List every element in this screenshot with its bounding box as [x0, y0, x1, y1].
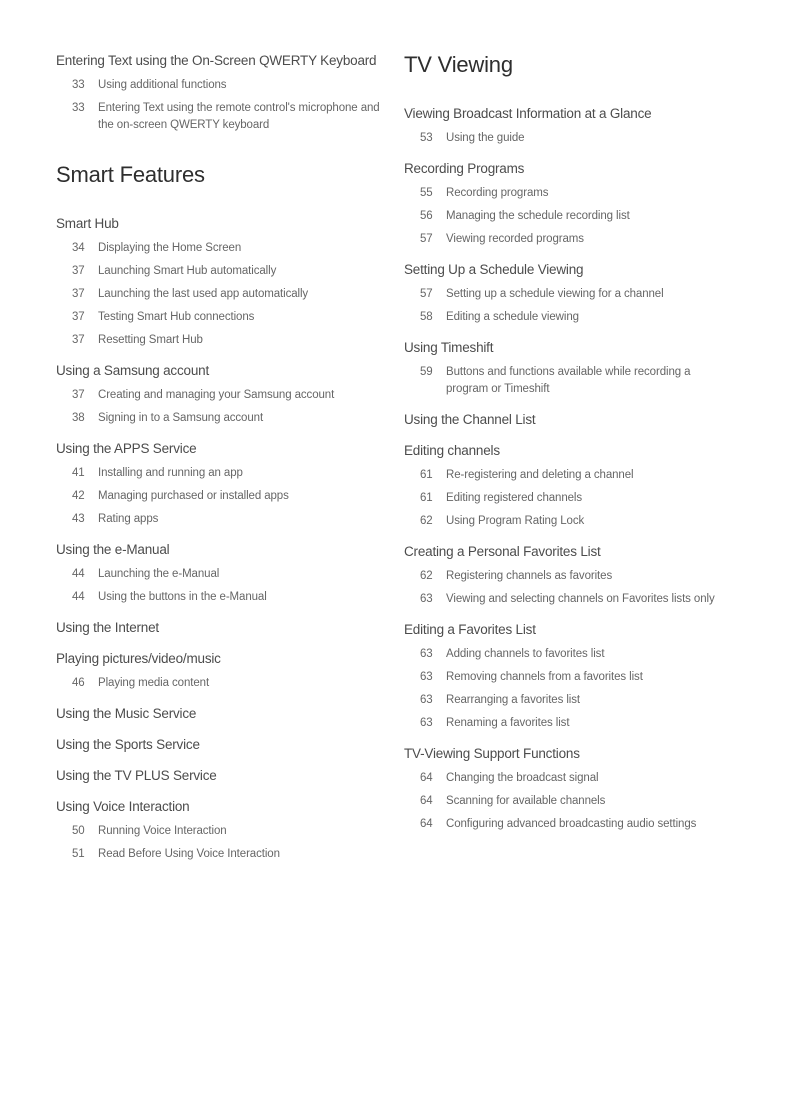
toc-entry — [404, 490, 735, 507]
chapter-heading: Smart Features — [56, 162, 205, 187]
toc-entry — [56, 488, 387, 505]
toc-entry — [404, 793, 735, 810]
toc-section — [404, 261, 735, 326]
section-heading: Editing channels — [404, 443, 500, 458]
page-number: 41 — [72, 467, 85, 479]
entry-title: Entering Text using the remote control's microphone and the on-screen QWERTY keyboard — [98, 102, 380, 131]
page-number: 46 — [72, 677, 85, 689]
section-heading: Using the Music Service — [56, 706, 197, 721]
section-heading: Using the Internet — [56, 620, 159, 635]
entry-title: Rating apps — [98, 513, 159, 525]
page-number: 51 — [72, 848, 85, 860]
entry-title: Launching the e-Manual — [98, 568, 220, 580]
page-number: 63 — [420, 694, 433, 706]
toc-section — [404, 160, 735, 248]
entry-title: Creating and managing your Samsung account — [98, 389, 335, 401]
entry-title: Re-registering and deleting a channel — [446, 469, 634, 481]
entry-title: Managing the schedule recording list — [446, 210, 630, 222]
toc-entry — [404, 309, 735, 326]
entry-title: Recording programs — [446, 187, 549, 199]
toc-section — [404, 621, 735, 732]
section-heading: Setting Up a Schedule Viewing — [404, 262, 584, 277]
entry-list — [404, 364, 735, 398]
entry-list — [404, 646, 735, 732]
entry-title: Playing media content — [98, 677, 210, 689]
toc-entry — [56, 846, 387, 863]
entry-title: Adding channels to favorites list — [446, 648, 605, 660]
section-heading: Recording Programs — [404, 161, 525, 176]
toc-entry — [404, 646, 735, 663]
entry-title: Displaying the Home Screen — [98, 242, 242, 254]
toc-entry — [404, 669, 735, 686]
page-number: 64 — [420, 772, 433, 784]
entry-title: Changing the broadcast signal — [446, 772, 599, 784]
section-heading: Using Voice Interaction — [56, 799, 190, 814]
entry-title: Managing purchased or installed apps — [98, 490, 289, 502]
page-number: 62 — [420, 570, 433, 582]
toc-section — [404, 411, 735, 429]
toc-entry — [404, 591, 735, 608]
toc-entry — [404, 231, 735, 248]
entry-title: Removing channels from a favorites list — [446, 671, 643, 683]
page-number: 63 — [420, 671, 433, 683]
entry-title: Launching Smart Hub automatically — [98, 265, 277, 277]
page-number: 34 — [72, 242, 85, 254]
entry-list — [56, 387, 387, 427]
toc-entry — [56, 387, 387, 404]
page-number: 37 — [72, 265, 85, 277]
entry-list — [56, 823, 387, 863]
entry-list — [404, 467, 735, 530]
page-number: 37 — [72, 389, 85, 401]
page-number: 57 — [420, 288, 433, 300]
toc-section — [404, 543, 735, 608]
page-number: 58 — [420, 311, 433, 323]
toc-entry — [404, 208, 735, 225]
section-heading: Creating a Personal Favorites List — [404, 544, 601, 559]
entry-list — [404, 568, 735, 608]
section-heading: Playing pictures/video/music — [56, 651, 221, 666]
entry-title: Rearranging a favorites list — [446, 694, 580, 706]
entry-title: Buttons and functions available while recording a program or Timeshift — [446, 366, 691, 395]
toc-section — [56, 798, 387, 863]
page-number: 61 — [420, 469, 433, 481]
page-number: 44 — [72, 568, 85, 580]
page-number: 55 — [420, 187, 433, 199]
page-number: 44 — [72, 591, 85, 603]
entry-title: Editing a schedule viewing — [446, 311, 579, 323]
page-number: 37 — [72, 334, 85, 346]
entry-title: Configuring advanced broadcasting audio settings — [446, 818, 697, 830]
page-number: 64 — [420, 795, 433, 807]
toc-entry — [404, 568, 735, 585]
page-number: 38 — [72, 412, 85, 424]
page-number: 37 — [72, 311, 85, 323]
toc-entry — [56, 286, 387, 303]
page-number: 63 — [420, 593, 433, 605]
section-heading: Editing a Favorites List — [404, 622, 536, 637]
toc-entry — [56, 823, 387, 840]
entry-title: Using Program Rating Lock — [446, 515, 585, 527]
entry-title: Using the guide — [446, 132, 525, 144]
entry-title: Testing Smart Hub connections — [98, 311, 255, 323]
toc-entry — [56, 410, 387, 427]
toc-entry — [404, 770, 735, 787]
section-heading: Using the TV PLUS Service — [56, 768, 217, 783]
section-heading: Using the Sports Service — [56, 737, 200, 752]
entry-title: Running Voice Interaction — [98, 825, 227, 837]
page-number: 61 — [420, 492, 433, 504]
page-number: 43 — [72, 513, 85, 525]
entry-title: Resetting Smart Hub — [98, 334, 203, 346]
toc-entry — [56, 566, 387, 583]
toc-section — [56, 767, 387, 785]
toc-column — [56, 52, 387, 876]
entry-list — [404, 286, 735, 326]
page-number: 57 — [420, 233, 433, 245]
section-heading: Smart Hub — [56, 216, 119, 231]
entry-title: Registering channels as favorites — [446, 570, 613, 582]
entry-title: Using additional functions — [98, 79, 227, 91]
toc-section — [56, 650, 387, 692]
page-number: 53 — [420, 132, 433, 144]
toc-entry — [56, 100, 387, 134]
section-heading: Using a Samsung account — [56, 363, 209, 378]
page-number: 63 — [420, 648, 433, 660]
toc-section — [56, 736, 387, 754]
toc-entry — [404, 364, 735, 398]
toc-section — [56, 619, 387, 637]
entry-list — [56, 465, 387, 528]
toc-entry — [56, 589, 387, 606]
chapter-heading: TV Viewing — [404, 52, 513, 77]
entry-list — [56, 240, 387, 349]
page-number: 50 — [72, 825, 85, 837]
page-number: 42 — [72, 490, 85, 502]
entry-list — [404, 185, 735, 248]
entry-title: Scanning for available channels — [446, 795, 606, 807]
toc-section — [56, 705, 387, 723]
section-heading: Using the e-Manual — [56, 542, 170, 557]
toc-columns — [56, 52, 735, 876]
page-number: 56 — [420, 210, 433, 222]
toc-section — [56, 52, 387, 134]
toc-entry — [56, 77, 387, 94]
toc-entry — [56, 465, 387, 482]
entry-title: Viewing recorded programs — [446, 233, 584, 245]
toc-column — [404, 52, 735, 846]
entry-list — [404, 130, 735, 147]
toc-entry — [404, 467, 735, 484]
entry-title: Using the buttons in the e-Manual — [98, 591, 267, 603]
page-number: 64 — [420, 818, 433, 830]
toc-section — [404, 105, 735, 147]
section-heading: Viewing Broadcast Information at a Glance — [404, 106, 652, 121]
entry-list — [404, 770, 735, 833]
toc-entry — [404, 130, 735, 147]
toc-section — [56, 215, 387, 349]
entry-title: Installing and running an app — [98, 467, 243, 479]
entry-title: Launching the last used app automatically — [98, 288, 309, 300]
entry-list — [56, 566, 387, 606]
toc-entry — [404, 185, 735, 202]
toc-entry — [56, 240, 387, 257]
toc-entry — [56, 511, 387, 528]
page-number: 62 — [420, 515, 433, 527]
entry-list — [56, 77, 387, 134]
entry-title: Viewing and selecting channels on Favorites lists only — [446, 593, 715, 605]
toc-section — [404, 339, 735, 398]
toc-entry — [56, 332, 387, 349]
page-number: 59 — [420, 366, 433, 378]
toc-entry — [56, 263, 387, 280]
section-heading: Using the Channel List — [404, 412, 536, 427]
toc-section — [56, 440, 387, 528]
entry-title: Setting up a schedule viewing for a channel — [446, 288, 664, 300]
toc-entry — [404, 715, 735, 732]
toc-entry — [404, 513, 735, 530]
page-number: 33 — [72, 79, 85, 91]
entry-title: Read Before Using Voice Interaction — [98, 848, 280, 860]
section-heading: TV-Viewing Support Functions — [404, 746, 580, 761]
section-heading: Entering Text using the On-Screen QWERTY Keyboard — [56, 53, 377, 68]
entry-title: Renaming a favorites list — [446, 717, 570, 729]
toc-entry — [404, 692, 735, 709]
section-heading: Using the APPS Service — [56, 441, 197, 456]
toc-entry — [404, 286, 735, 303]
toc-section — [56, 362, 387, 427]
page-number: 33 — [72, 102, 85, 114]
entry-title: Editing registered channels — [446, 492, 583, 504]
section-heading: Using Timeshift — [404, 340, 494, 355]
toc-section — [56, 541, 387, 606]
toc-section — [404, 442, 735, 530]
entry-title: Signing in to a Samsung account — [98, 412, 264, 424]
entry-list — [56, 675, 387, 692]
page-number: 63 — [420, 717, 433, 729]
page-number: 37 — [72, 288, 85, 300]
toc-entry — [404, 816, 735, 833]
toc-entry — [56, 309, 387, 326]
toc-section — [404, 745, 735, 833]
toc-entry — [56, 675, 387, 692]
